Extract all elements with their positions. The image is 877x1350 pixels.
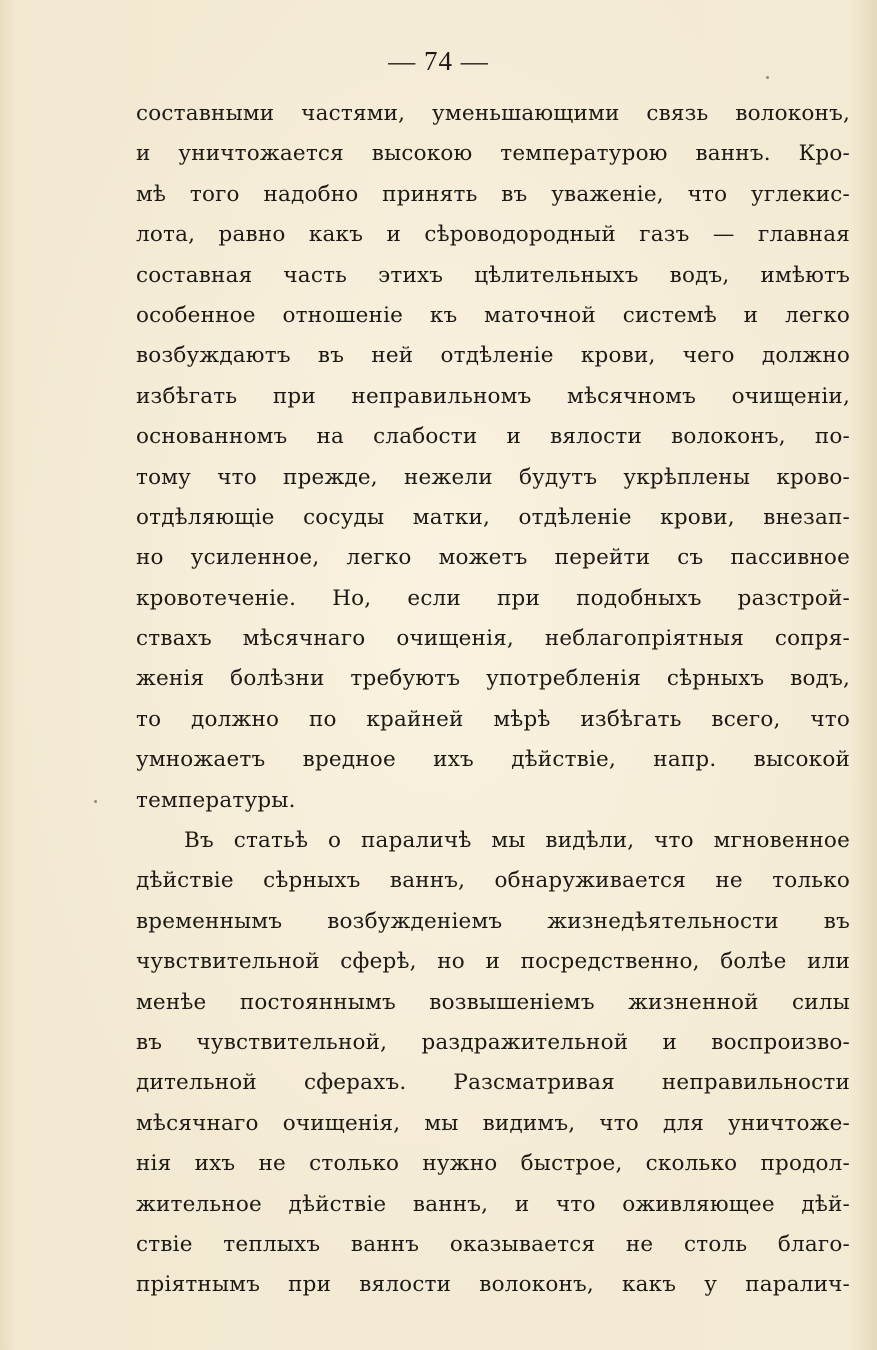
text-line: мѣсячнаго очищенія, мы видимъ, что для уничтоже- [136, 1110, 850, 1136]
text-line: менѣе постояннымъ возвышеніемъ жизненной силы [136, 989, 850, 1015]
text-line: но усиленное, легко можетъ перейти съ пассивное [136, 545, 850, 571]
text-line: ствіе теплыхъ ваннъ оказывается не столь благо- [136, 1231, 850, 1257]
text-line: то должно по крайней мѣрѣ избѣгать всего, что [136, 706, 850, 732]
text-line: дѣйствіе сѣрныхъ ваннъ, обнаруживается не только [136, 868, 850, 894]
text-line: мѣ того надобно принять въ уваженіе, что углекис- [136, 181, 850, 207]
speck-mark [766, 76, 769, 79]
text-line: особенное отношеніе къ маточной системѣ и легко [136, 302, 850, 328]
text-line: жительное дѣйствіе ваннъ, и что оживляющее дѣй- [136, 1191, 850, 1217]
text-line: чувствительной сферѣ, но и посредственно, болѣе или [136, 949, 850, 975]
text-line: составными частями, уменьшающими связь волоконъ, [136, 101, 850, 126]
text-line: и уничтожается высокою температурою ваннъ. Кро- [136, 141, 850, 167]
text-line: основанномъ на слабости и вялости волоконъ, по- [136, 424, 850, 450]
text-line: избѣгать при неправильномъ мѣсячномъ очищеніи, [136, 383, 850, 409]
text-line: возбуждаютъ въ ней отдѣленіе крови, чего должно [136, 343, 850, 369]
text-line: отдѣляющіе сосуды матки, отдѣленіе крови, внезап- [136, 504, 850, 530]
text-line: нія ихъ не столько нужно быстрое, сколько продол- [136, 1151, 850, 1177]
text-line: Въ статьѣ о параличѣ мы видѣли, что мгновенное [184, 828, 850, 854]
text-line: умножаетъ вредное ихъ дѣйствіе, напр. высокой [136, 747, 850, 773]
text-line: въ чувствительной, раздражительной и воспроизво- [136, 1029, 850, 1055]
text-line: составная часть этихъ цѣлительныхъ водъ, имѣютъ [136, 262, 850, 288]
text-line: временнымъ возбужденіемъ жизнедѣятельности въ [136, 908, 850, 934]
text-line: дительной сферахъ. Разсматривая неправильности [136, 1070, 850, 1096]
text-line: пріятнымъ при вялости волоконъ, какъ у паралич- [136, 1272, 850, 1298]
text-line: кровотеченіе. Но, если при подобныхъ разстрой- [136, 585, 850, 611]
text-line: температуры. [136, 787, 296, 813]
body-text [136, 94, 850, 1306]
text-line: женія болѣзни требуютъ употребленія сѣрныхъ водъ, [136, 666, 850, 692]
text-line: тому что прежде, нежели будутъ укрѣплены крово- [136, 464, 850, 490]
speck-mark [94, 800, 97, 803]
text-line: ствахъ мѣсячнаго очищенія, неблагопріятныя сопря- [136, 626, 850, 652]
text-line: лота, равно какъ и сѣроводородный газъ — главная [136, 222, 850, 248]
page-number: — 74 — [388, 46, 489, 76]
